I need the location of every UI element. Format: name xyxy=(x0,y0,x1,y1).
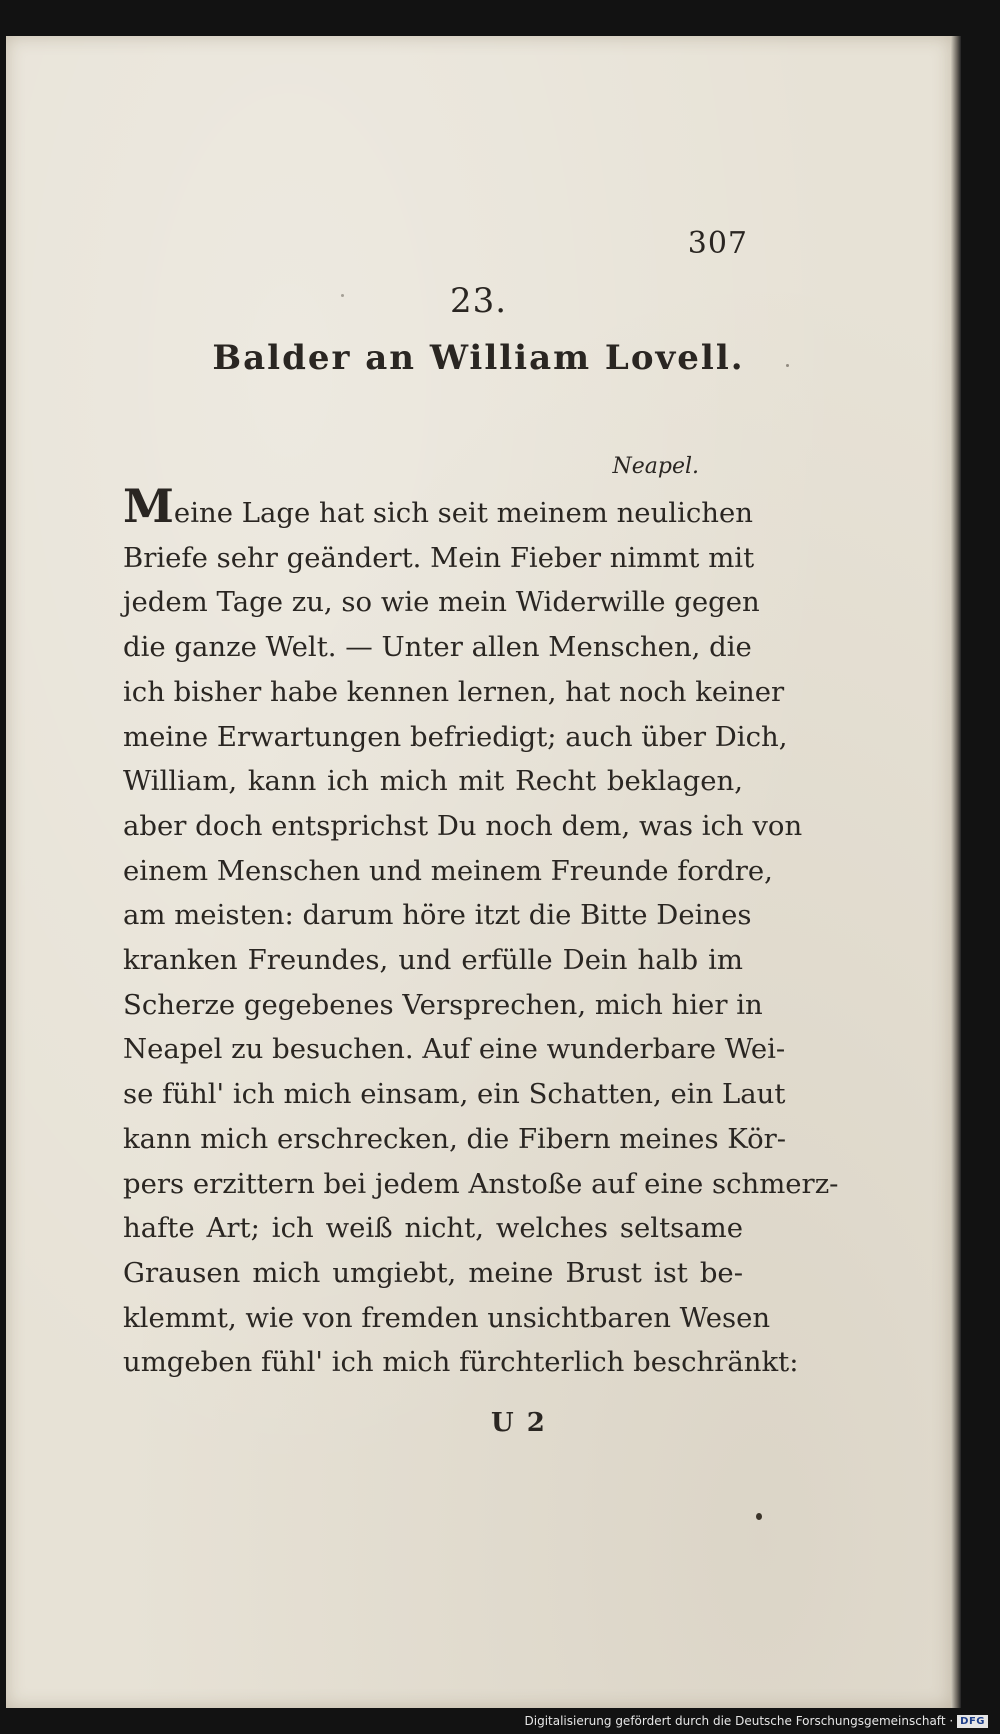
text-line: William, kann ich mich mit Recht beklagen, xyxy=(123,765,743,798)
page-edge xyxy=(951,36,961,1708)
text-line: Scherze gegebenes Versprechen, mich hier in xyxy=(123,988,763,1021)
text-line: die ganze Welt. — Unter allen Menschen, die xyxy=(123,631,752,664)
page-number: 307 xyxy=(687,226,748,261)
paper-speck xyxy=(786,364,789,367)
letter-number: 23. xyxy=(449,281,508,321)
text-line: einem Menschen und meinem Freunde fordre, xyxy=(123,854,773,887)
text-line-1-rest: eine Lage hat sich seit meinem neulichen xyxy=(173,497,753,529)
book-page xyxy=(6,36,951,1708)
text-line: aber doch entsprichst Du noch dem, was ich von xyxy=(123,809,803,842)
text-line: Neapel zu besuchen. Auf eine wunderbare Wei- xyxy=(123,1033,786,1066)
paper-speck xyxy=(341,294,344,297)
text-line: Grausen mich umgiebt, meine Brust ist be- xyxy=(123,1256,743,1289)
letter-place: Neapel. xyxy=(612,454,699,479)
text-line: klemmt, wie von fremden unsichtbaren Wesen xyxy=(123,1301,771,1334)
drop-cap: M xyxy=(123,479,174,533)
paper-speck xyxy=(756,1513,762,1520)
text-line: ich bisher habe kennen lernen, hat noch keiner xyxy=(123,675,785,708)
digitization-credit xyxy=(525,1714,988,1728)
text-line: se fühl' ich mich einsam, ein Schatten, ein Laut xyxy=(123,1078,786,1111)
text-line: jedem Tage zu, so wie mein Widerwille gegen xyxy=(123,586,760,619)
credit-text: Digitalisierung gefördert durch die Deutsche Forschungsgemeinschaft · xyxy=(524,1714,954,1728)
text-line: kann mich erschrecken, die Fibern meines Kör- xyxy=(123,1122,787,1155)
text-line-1 xyxy=(123,479,753,536)
text-line: hafte Art; ich weiß nicht, welches seltsame xyxy=(123,1212,743,1245)
text-line: am meisten: darum höre itzt die Bitte Deines xyxy=(123,899,752,932)
catchword-signature: U 2 xyxy=(491,1408,547,1438)
letter-body xyxy=(123,479,839,1385)
text-line: meine Erwartungen befriedigt; auch über Dich, xyxy=(123,720,788,753)
text-line: Briefe sehr geändert. Mein Fieber nimmt mit xyxy=(123,541,755,574)
text-line: kranken Freundes, und erfülle Dein halb im xyxy=(123,944,743,977)
dfg-logo: DFG xyxy=(957,1715,988,1728)
text-line: umgeben fühl' ich mich fürchterlich beschränkt: xyxy=(123,1346,799,1379)
text-line: pers erzittern bei jedem Anstoße auf eine schmerz- xyxy=(123,1167,839,1200)
letter-title: Balder an William Lovell. xyxy=(212,338,745,378)
